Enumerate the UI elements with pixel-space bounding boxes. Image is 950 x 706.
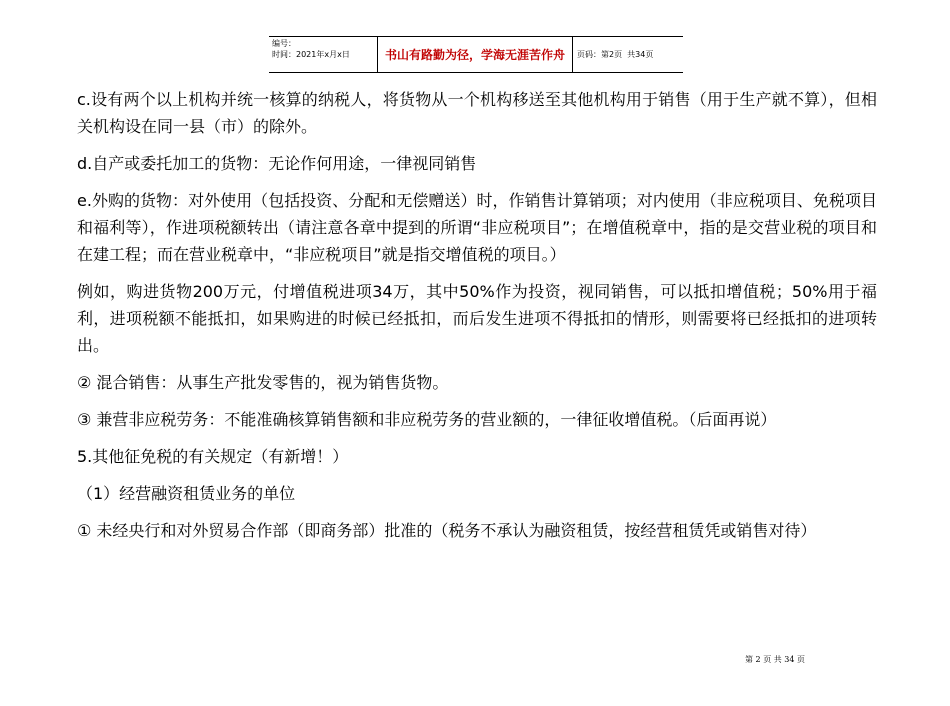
- paragraph: ③ 兼营非应税劳务：不能准确核算销售额和非应税劳务的营业额的，一律征收增值税。（后面再说）: [77, 410, 777, 429]
- paragraph: 5.其他征免税的有关规定（有新增！）: [77, 447, 349, 466]
- header-meta: [269, 37, 377, 72]
- document-body: [77, 86, 877, 554]
- page-footer: 第 2 页 共 34 页: [745, 655, 805, 664]
- paragraph: ① 未经央行和对外贸易合作部（即商务部）批准的（税务不承认为融资租赁，按经营租赁凭或销售对待）: [77, 521, 817, 540]
- header-time-label: 时间：2021年x月x日: [272, 50, 350, 59]
- page-header: [269, 36, 683, 73]
- paragraph: e.外购的货物：对外使用（包括投资、分配和无偿赠送）时，作销售计算销项；对内使用（非应税项目、免税项目和福利等），作进项税额转出（请注意各章中提到的所谓“非应税项目”；在增值税章中，指的是交营业税的项目和在建工程；而在营业税章中，“非应税项目”就是指交增值税的项目。）: [77, 191, 877, 264]
- header-motto: 书山有路勤为径，学海无涯苦作舟: [377, 37, 573, 72]
- paragraph: 例如，购进货物200万元，付增值税进项34万，其中50%作为投资，视同销售，可以抵扣增值税；50%用于福利，进项税额不能抵扣，如果购进的时候已经抵扣，而后发生进项不得抵扣的情形，则需要将已经抵扣的进项转出。: [77, 282, 877, 355]
- paragraph: （1）经营融资租赁业务的单位: [77, 484, 296, 503]
- header-page-info: 页码：第2页 共34页: [577, 50, 654, 59]
- header-number-label: 编号：: [272, 39, 296, 48]
- paragraph: c.设有两个以上机构并统一核算的纳税人，将货物从一个机构移送至其他机构用于销售（用于生产就不算），但相关机构设在同一县（市）的除外。: [77, 90, 877, 136]
- paragraph: ② 混合销售：从事生产批发零售的，视为销售货物。: [77, 373, 449, 392]
- paragraph: d.自产或委托加工的货物：无论作何用途，一律视同销售: [77, 154, 477, 173]
